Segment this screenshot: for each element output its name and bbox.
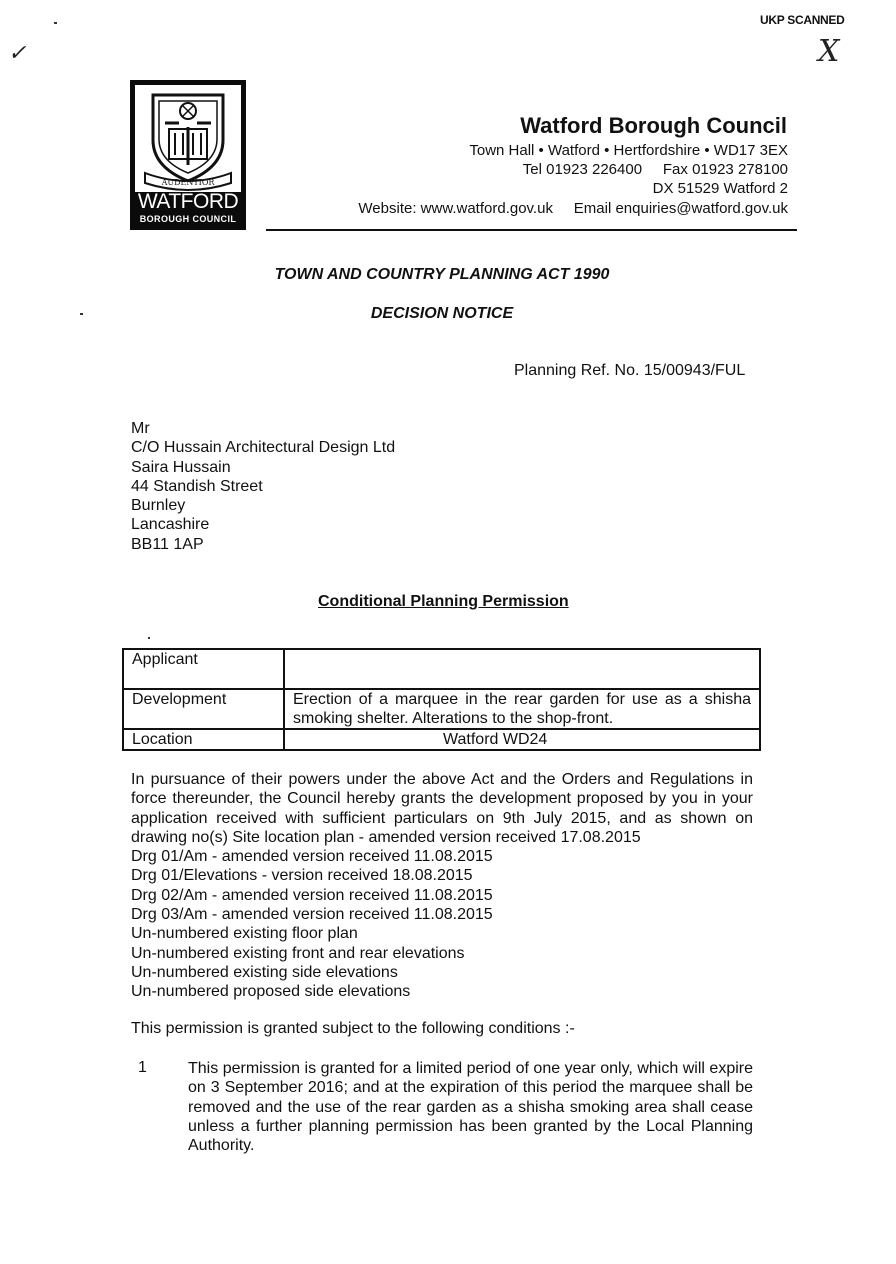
drawing-item: Un-numbered existing floor plan <box>131 925 358 943</box>
address-line: Burnley <box>131 497 186 515</box>
council-dx: DX 51529 Watford 2 <box>652 180 788 197</box>
application-details-table <box>122 648 761 751</box>
drawing-item: Drg 01/Am - amended version received 11.08.2015 <box>131 848 493 866</box>
conditions-intro: This permission is granted subject to the following conditions :- <box>131 1020 575 1037</box>
scan-speck <box>148 637 150 639</box>
drawing-item: Drg 02/Am - amended version received 11.08.2015 <box>131 886 493 904</box>
logo-motto: AUDENTIOR <box>161 178 215 187</box>
development-label: Development <box>123 689 284 729</box>
drawing-item: Drg 03/Am - amended version received 11.08.2015 <box>131 906 493 924</box>
decision-body <box>131 770 753 1002</box>
redacted-name <box>150 419 290 433</box>
location-value: Watford WD24 <box>284 729 760 750</box>
drawing-item: Un-numbered proposed side elevations <box>131 983 411 1001</box>
scan-stamp: UKP SCANNED <box>760 13 845 27</box>
header-divider <box>266 229 797 231</box>
logo-subtitle: BOROUGH COUNCIL <box>139 214 237 224</box>
recipient-address <box>131 419 395 554</box>
council-name: Watford Borough Council <box>520 113 787 138</box>
council-phone: Tel 01923 226400 Fax 01923 278100 <box>522 161 788 178</box>
address-line: BB11 1AP <box>131 535 204 553</box>
planning-reference: Planning Ref. No. 15/00943/FUL <box>514 362 746 379</box>
table-row <box>123 689 760 729</box>
council-address: Town Hall • Watford • Hertfordshire • WD17 3EX <box>469 142 788 159</box>
location-label: Location <box>123 729 284 750</box>
act-title: TOWN AND COUNTRY PLANNING ACT 1990 <box>274 266 610 283</box>
permission-title: Conditional Planning Permission <box>318 593 569 610</box>
notice-title: DECISION NOTICE <box>370 305 514 322</box>
council-web-email: Website: www.watford.gov.uk Email enquiries@watford.gov.uk <box>358 200 788 217</box>
recipient-salutation: Mr <box>131 420 150 437</box>
table-row <box>123 649 760 689</box>
address-line: Saira Hussain <box>131 458 231 476</box>
applicant-value <box>284 649 760 689</box>
crest-icon <box>135 85 241 192</box>
table-row <box>123 729 760 750</box>
address-line: 44 Standish Street <box>131 477 263 495</box>
address-line: Lancashire <box>131 516 210 534</box>
logo-name: WATFORD <box>137 190 239 213</box>
condition-text: This permission is granted for a limited period of one year only, which will expire on 3 September 2016; and at the expiration of this period the marquee shall be removed and the use of the rear garden as a shisha smoking area shall cease unless a further planning permission has been granted by the Local Planning Authority. <box>188 1060 753 1155</box>
drawing-item: Drg 01/Elevations - version received 18.08.2015 <box>131 867 473 885</box>
handwritten-x-mark: X <box>818 34 840 69</box>
applicant-label: Applicant <box>123 649 284 689</box>
decision-intro: In pursuance of their powers under the above Act and the Orders and Regulations in force thereunder, the Council hereby grants the development proposed by you in your application received with sufficient particulars on 9th July 2015, and as shown on drawing no(s) Site location plan - amended version received 17.08.2015 <box>131 771 753 846</box>
handwritten-tick-mark: ✓ <box>8 40 27 65</box>
development-value: Erection of a marquee in the rear garden for use as a shisha smoking shelter. Alterations to the shop-front. <box>284 689 760 729</box>
condition-number: 1 <box>138 1059 147 1076</box>
drawing-item: Un-numbered existing side elevations <box>131 963 398 981</box>
council-logo <box>130 80 246 230</box>
scan-speck <box>54 22 57 24</box>
address-line: C/O Hussain Architectural Design Ltd <box>131 439 396 457</box>
drawing-item: Un-numbered existing front and rear elevations <box>131 944 465 962</box>
